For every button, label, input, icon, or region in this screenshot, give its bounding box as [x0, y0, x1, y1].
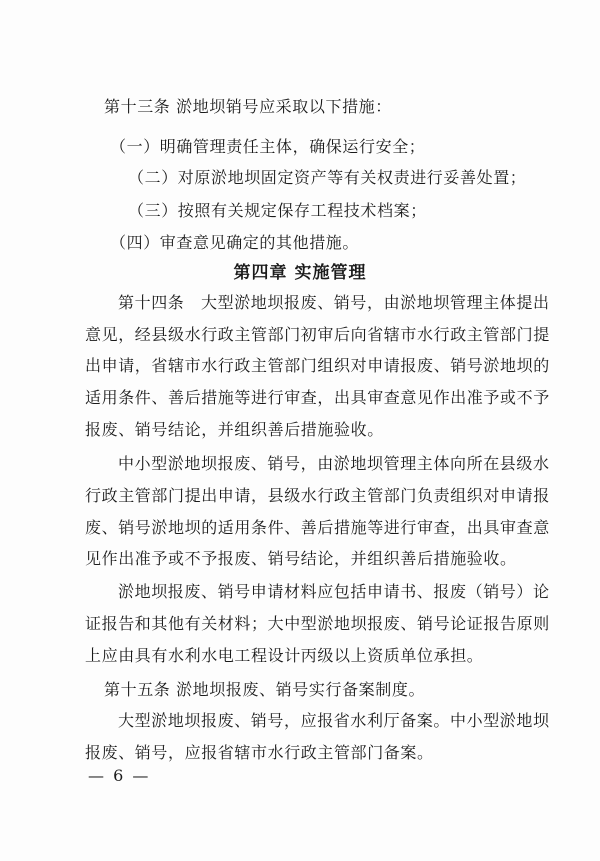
- paragraph-4-line-1: 大型淤地坝报废、销号，应报省水利厅备案。中小型淤地坝: [118, 711, 550, 730]
- article-14-line-5: 报废、销号结论，并组织善后措施验收。: [85, 420, 384, 439]
- chapter-heading: 第四章 实施管理: [233, 263, 367, 283]
- paragraph-2-line-1: 中小型淤地坝报废、销号，由淤地坝管理主体向所在县级水: [118, 454, 550, 473]
- paragraph-2-line-2: 行政主管部门提出申请，县级水行政主管部门负责组织对申请报: [85, 486, 550, 505]
- article-14-line-3: 出申请，省辖市水行政主管部门组织对申请报废、销号淤地坝的: [85, 356, 550, 375]
- article-13-item-4: （四）审查意见确定的其他措施。: [110, 233, 360, 252]
- paragraph-2-line-4: 见作出准予或不予报废、销号结论，并组织善后措施验收。: [85, 549, 517, 568]
- article-13-item-1: （一）明确管理责任主体，确保运行安全；: [110, 137, 426, 156]
- paragraph-3-line-3: 上应由具有水利水电工程设计丙级以上资质单位承担。: [85, 646, 484, 665]
- page-number: — 6 —: [88, 766, 151, 785]
- paragraph-2-line-3: 废、销号淤地坝的适用条件、善后措施等进行审查，出具审查意: [85, 518, 550, 537]
- paragraph-3-line-2: 证报告和其他有关材料；大中型淤地坝报废、销号论证报告原则: [85, 614, 550, 633]
- article-15-title: 第十五条 淤地坝报废、销号实行备案制度。: [104, 680, 426, 699]
- article-14-line-4: 适用条件、善后措施等进行审查，出具审查意见作出准予或不予: [85, 388, 550, 407]
- paragraph-3-line-1: 淤地坝报废、销号申请材料应包括申请书、报废（销号）论: [118, 582, 550, 601]
- paragraph-4-line-2: 报废、销号，应报省辖市水行政主管部门备案。: [85, 743, 434, 762]
- article-13-title: 第十三条 淤地坝销号应采取以下措施：: [104, 97, 392, 116]
- article-14-line-1: 第十四条 大型淤地坝报废、销号，由淤地坝管理主体提出: [118, 293, 550, 312]
- article-14-line-2: 意见，经县级水行政主管部门初审后向省辖市水行政主管部门提: [85, 325, 550, 344]
- article-13-item-2: （二）对原淤地坝固定资产等有关权责进行妥善处置；: [128, 168, 527, 187]
- article-13-item-3: （三）按照有关规定保存工程技术档案；: [128, 201, 427, 220]
